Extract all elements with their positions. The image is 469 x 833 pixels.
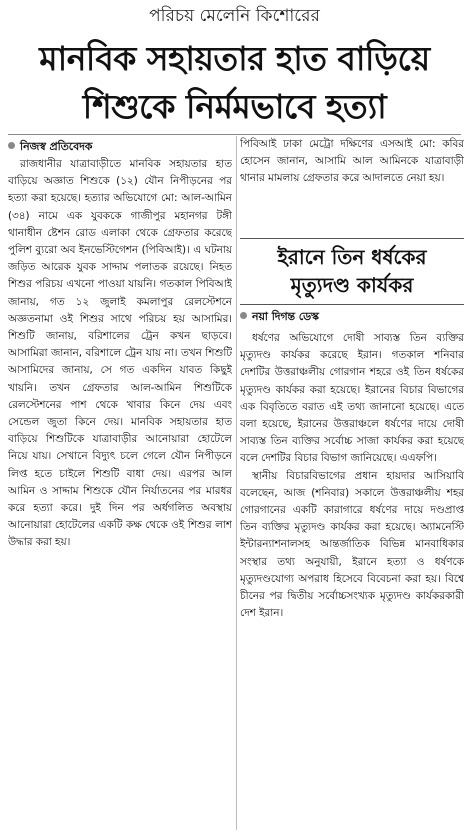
main-article-body: রাজধানীর যাত্রাবাড়ীতে মানবিক সহায়তার হাত বাড়িয়ে অজ্ঞাত শিশুকে (১২) যৌন নিপীড়নের পর হত্যা করা হয়েছে। হত্যার অভিযোগে মো: আল-আমিন (৩৪) নামে এক যুবককে গাজীপুর মহানগর টঙ্গী থানাধীন ষ্টেশন রোড এলাকা থেকে গ্রেফতার করেছে পুলিশ ব্যুরো অব ইনভেস্টিগেশন (পিবিআই)। এ ঘটনায় জড়িত আরেক যুবক সাদ্দাম পলাতক রয়েছে। নিহত শিশুর পরিচয় এখনো পাওয়া যায়নি। গতকাল পিবিআই জানায়, গত ১২ জুলাই কমলাপুর রেলস্টেশনে অজ্ঞতনামা ওই শিশুর সাথে পরিচয় হয় আসামির। শিশুটি জানায়, বরিশালের ট্রেন কখন ছাড়বে। আসামিরা জানান, বরিশালে ট্রেন যায় না। তখন শিশুটি আসামিদের জানায়, সে গত একদিন যাবত কিছুই খায়নি। তখন গ্রেফতার আল-আমিন শিশুটিকে রেলস্টেশনের পাশ থেকে খাবার কিনে দেয় এবং সেন্ডেল জুতা কিনে দেয়। মানবিক সহায়তার হাত বাড়িয়ে শিশুটিকে যাত্রাবাড়ীর আনোয়ারা হোটেলে নিয়ে যায়। সেখানে বিদ্যুৎ চলে গেলে যৌন নিপীড়নে লিপ্ত হতে চাইলে শিশুটি বাধা দেয়। এরপর আল আমিন ও সাদ্দাম শিশুকে যৌন নির্যাতনের পর মারধর করে হত্যা করে। দুই দিন পর অর্ধগলিত অবস্থায় আনোয়ারা হোটেলের একটি কক্ষ থেকে ওই শিশুর লাশ উদ্ধার করা হয়। xyxy=(8,158,232,549)
side-byline-text: নয়া দিগন্ত ডেস্ক xyxy=(252,310,319,323)
side-article-para-1: ধর্ষণের অভিযোগে দোষী সাব্যস্ত তিন ব্যক্তির মৃত্যুদণ্ড কার্যকর করেছে ইরান। গতকাল শনিবার দেশটির উত্তরাঞ্চলীয় গোরগান শহরে ওই তিন ধর্ষকের মৃত্যুদণ্ড কার্যকর করা হয়েছে। ইরানের বিচার বিভাগের এক বিবৃতিতে বরাত এই তথ্য জানানো হয়েছে। এতে বলা হয়েছে, ইরানের উত্তরাঞ্চলে ধর্ষণের দায়ে দোষী সাব্যস্ত তিন ব্যক্তির সর্বোচ্চ সাজা কার্যকর করা হয়েছে বলে দেশটির বিচার বিভাগ জানিয়েছে। এএফপি। xyxy=(240,332,464,465)
side-article-para-2: স্থানীয় বিচারবিভাগের প্রধান হায়দার আসিয়াবি বলেছেন, আজ (শনিবার) সকালে উত্তরাঞ্চলীয় শহর গোরগানের একটি কারাগারে ধর্ষণের দায়ে দণ্ডপ্রাপ্ত তিন ব্যক্তির মৃত্যুদণ্ড কার্যকর করা হয়েছে। অ্যামনেস্টি ইন্টারন্যাশনালসহ আন্তর্জাতিক বিভিন্ন মানবাধিকার সংস্থার তথ্য অনুযায়ী, ইরানে হত্যা ও ধর্ষণকে মৃত্যুদণ্ডযোগ্য অপরাধ হিসেবে বিবেচনা করা হয়। বিশ্বে চীনের পর দ্বিতীয় সর্বোচ্চসংখ্যক মৃত্যুদণ্ড কার্যকরকারী দেশ ইরান। xyxy=(240,469,464,620)
main-article-continuation xyxy=(240,136,464,232)
side-article-rule xyxy=(240,238,464,239)
side-headline-line-1: ইরানে তিন ধর্ষকের xyxy=(277,245,427,269)
article-kicker: পরিচয় মেলেনি কিশোরের xyxy=(149,6,320,26)
column-divider xyxy=(236,136,237,830)
headline-line-2: শিশুকে নির্মমভাবে হত্যা xyxy=(82,87,387,126)
main-article-column xyxy=(8,138,232,828)
headline-line-1: মানবিক সহায়তার হাত বাড়িয়ে xyxy=(39,39,430,78)
main-article-continuation-text: পিবিআই ঢাকা মেট্রো দক্ষিণের এসআই মো: কবির হোসেন জানান, আসামি আল আমিনকে যাত্রাবাড়ী থানার মামলায় গ্রেফতার করে আদালতে নেয়া হয়। xyxy=(240,138,464,185)
headline-rule xyxy=(8,134,461,135)
side-article-body xyxy=(240,330,464,830)
main-byline-text: নিজস্ব প্রতিবেদক xyxy=(20,140,93,153)
bullet-icon xyxy=(240,312,247,319)
side-headline-line-2: মৃত্যুদণ্ড কার্যকর xyxy=(290,273,414,297)
bullet-icon xyxy=(8,142,15,149)
side-headline-rule xyxy=(240,304,464,305)
main-byline xyxy=(8,138,232,155)
side-byline xyxy=(240,308,464,330)
